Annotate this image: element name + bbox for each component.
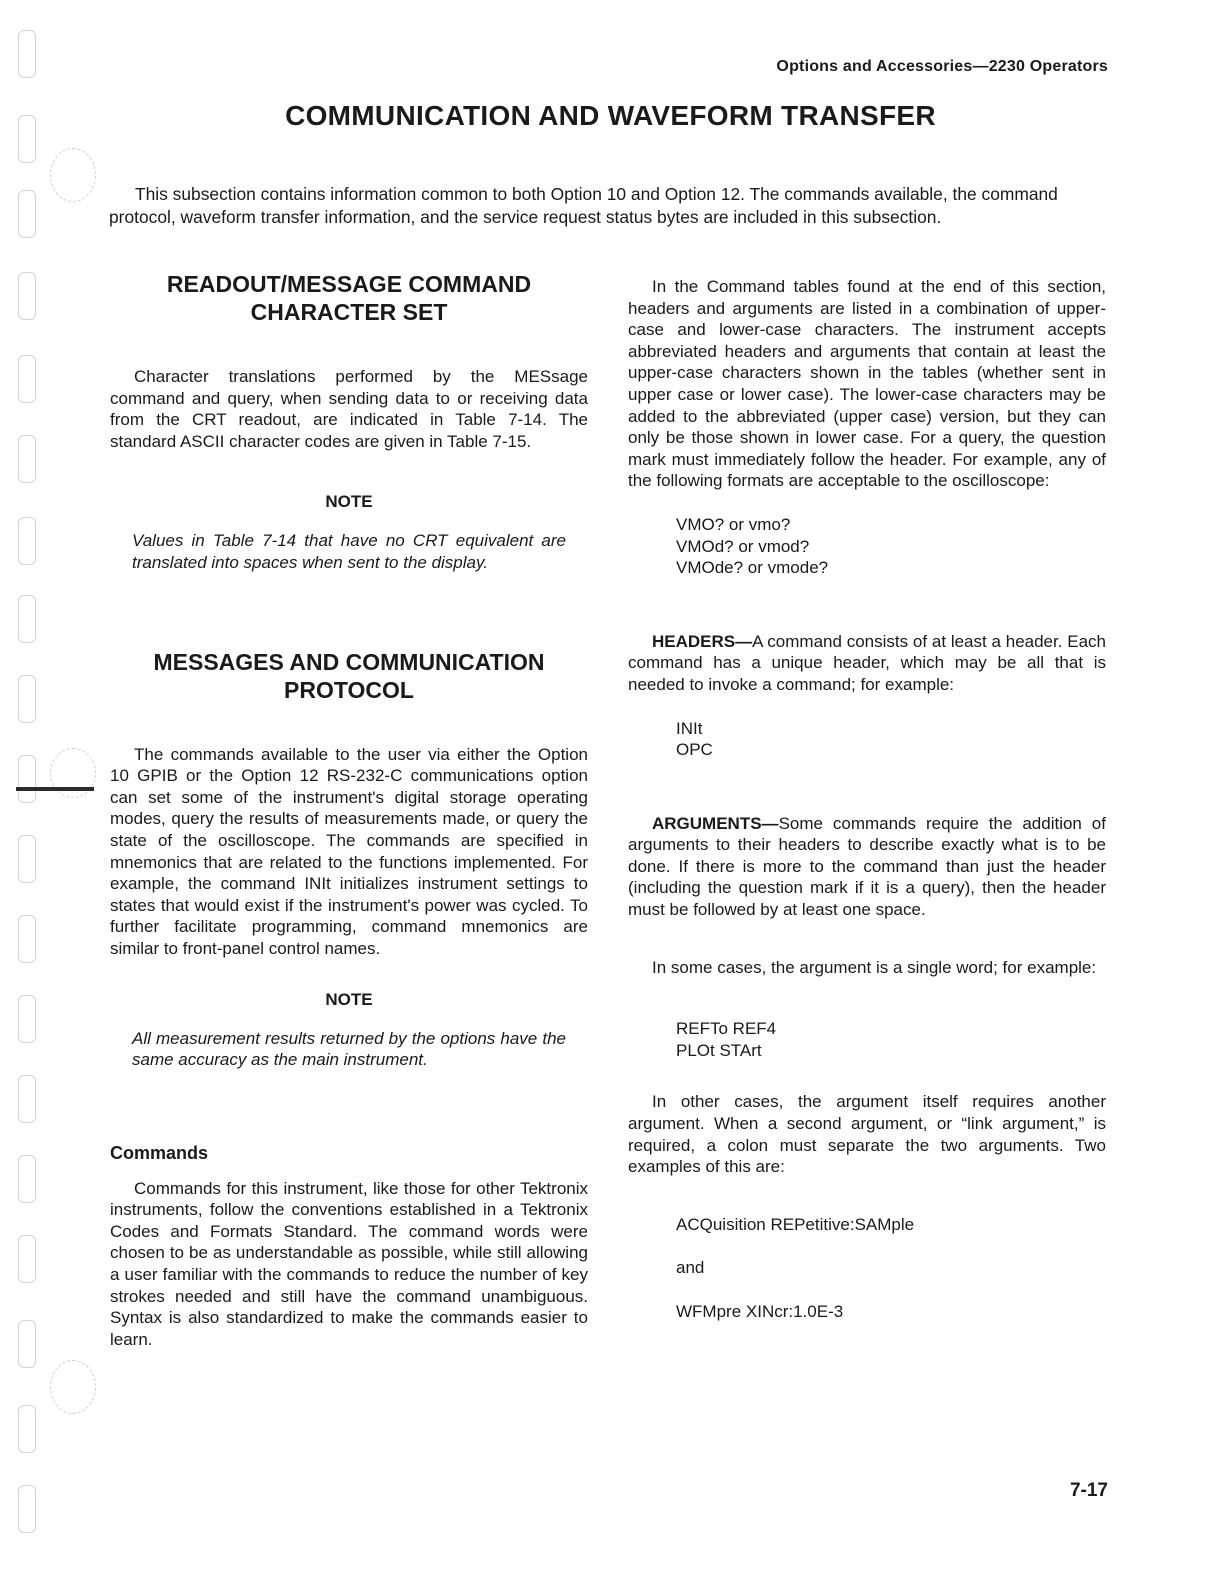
- binder-slot: [18, 1235, 36, 1283]
- commands-heading: Commands: [110, 1142, 209, 1163]
- single-word-paragraph: In some cases, the argument is a single word; for example:: [652, 957, 1097, 977]
- section-heading-messages: [110, 648, 588, 704]
- example-line: ACQuisition REPetitive:SAMple: [676, 1214, 915, 1234]
- headers-lead: HEADERS—: [652, 631, 753, 651]
- headers-examples: [628, 718, 1106, 761]
- section-heading-readout: [110, 270, 588, 326]
- note-text: Values in Table 7-14 that have no CRT equivalent are translated into spaces when sent to the display.: [132, 531, 566, 572]
- binder-slot: [18, 1405, 36, 1453]
- arguments-paragraph: [628, 813, 1106, 921]
- punch-hole: [50, 1360, 96, 1414]
- margin-marker: [16, 787, 94, 791]
- example-line: WFMpre XINcr:1.0E-3: [676, 1302, 844, 1321]
- binder-slot: [18, 435, 36, 483]
- example-line: VMO? or vmo?: [676, 514, 791, 534]
- commands-paragraph: Commands for this instrument, like those for other Tektronix instruments, follow the conventions established in a Tektronix Codes and Formats Standard. The command words were chosen to be as understandable as possible, while still allowing a user familiar with the commands to reduce the number of key strokes needed and still have the command unambiguous. Syntax is also standardized to make the commands easier to learn.: [110, 1178, 588, 1349]
- example-line: VMOde? or vmode?: [676, 558, 829, 578]
- intro-paragraph: This subsection contains information common to both Option 10 and Option 12. The commands available, the command protocol, waveform transfer information, and the service request status bytes are included in this subsection.: [109, 184, 1058, 227]
- binder-slot: [18, 190, 36, 238]
- note-text: All measurement results returned by the options have the same accuracy as the main instrument.: [132, 1028, 566, 1070]
- binder-slot: [18, 595, 36, 643]
- binder-slot: [18, 272, 36, 320]
- heading-line: MESSAGES AND COMMUNICATION: [153, 648, 545, 675]
- arguments-lead: ARGUMENTS—: [652, 813, 779, 833]
- example-line: OPC: [676, 740, 713, 760]
- left-column: [110, 270, 588, 1350]
- heading-line: CHARACTER SET: [250, 299, 448, 325]
- heading-line: PROTOCOL: [284, 676, 414, 703]
- headers-paragraph: [628, 631, 1106, 696]
- running-head: Options and Accessories—2230 Operators: [776, 58, 1108, 75]
- binder-slot: [18, 755, 36, 803]
- punch-hole: [50, 148, 96, 202]
- note-label: NOTE: [325, 989, 373, 1009]
- messages-paragraph: The commands available to the user via either the Option 10 GPIB or the Option 12 RS-232-C communications option can set some of the instrument's digital storage operating modes, query the results of measurements made, or query the state of the oscilloscope. The commands are specified in mnemonics that are related to the functions implemented. For example, the command INIt initializes instrument settings to states that would exist if the instrument's power was cycled. To further facilitate programming, command mnemonics are similar to front-panel control names.: [110, 744, 588, 958]
- example-line: REFTo REF4: [676, 1019, 777, 1039]
- abbreviation-examples: [628, 514, 1106, 579]
- binder-slot: [18, 355, 36, 403]
- right-column: [628, 270, 1106, 1323]
- page-number: 7-17: [1069, 1480, 1108, 1501]
- page-title: COMMUNICATION AND WAVEFORM TRANSFER: [285, 100, 936, 131]
- example-line: PLOt STArt: [676, 1040, 762, 1060]
- heading-line: READOUT/MESSAGE COMMAND: [166, 271, 532, 297]
- single-word-examples: [628, 1018, 1106, 1061]
- link-argument-paragraph: In other cases, the argument itself requires another argument. When a second argument, or “link argument,” is required, a colon must separate the two arguments. Two examples of this are:: [628, 1092, 1106, 1177]
- binder-slot: [18, 675, 36, 723]
- binder-slot: [18, 835, 36, 883]
- example-connector: and: [676, 1258, 705, 1278]
- binder-slot: [18, 915, 36, 963]
- binder-slot: [18, 1485, 36, 1533]
- binder-slot: [18, 1155, 36, 1203]
- binder-slot: [18, 517, 36, 565]
- abbreviation-paragraph: In the Command tables found at the end of this section, headers and arguments are listed in a combination of upper-case and lower-case characters. The instrument accepts abbreviated headers and arguments that contain at least the upper-case characters shown in the tables (whether sent in upper case or lower case). The lower-case characters may be added to the abbreviated (upper case) version, but they can only be those shown in lower case. For a query, the question mark must immediately follow the header. For example, any of the following formats are acceptable to the oscilloscope:: [628, 277, 1106, 491]
- note-label: NOTE: [325, 492, 373, 512]
- binder-slot: [18, 1320, 36, 1368]
- arguments-text: Some commands require the addition of arguments to their headers to describe exactly what is to be done. If there is more to the command than just the header (including the question mark if it is a query), then the header must be followed by at least one space.: [628, 813, 1106, 920]
- headers-text: A command consists of at least a header. Each command has a unique header, which may be all that is needed to invoke a command; for example:: [628, 631, 1106, 694]
- binder-slot: [18, 30, 36, 78]
- example-line: INIt: [676, 718, 703, 738]
- binder-slot: [18, 995, 36, 1043]
- binder-slot: [18, 1075, 36, 1123]
- readout-paragraph: Character translations performed by the MESsage command and query, when sending data to or receiving data from the CRT readout, are indicated in Table 7-14. The standard ASCII character codes are given in Table 7-15.: [110, 367, 588, 451]
- example-line: VMOd? or vmod?: [676, 536, 810, 556]
